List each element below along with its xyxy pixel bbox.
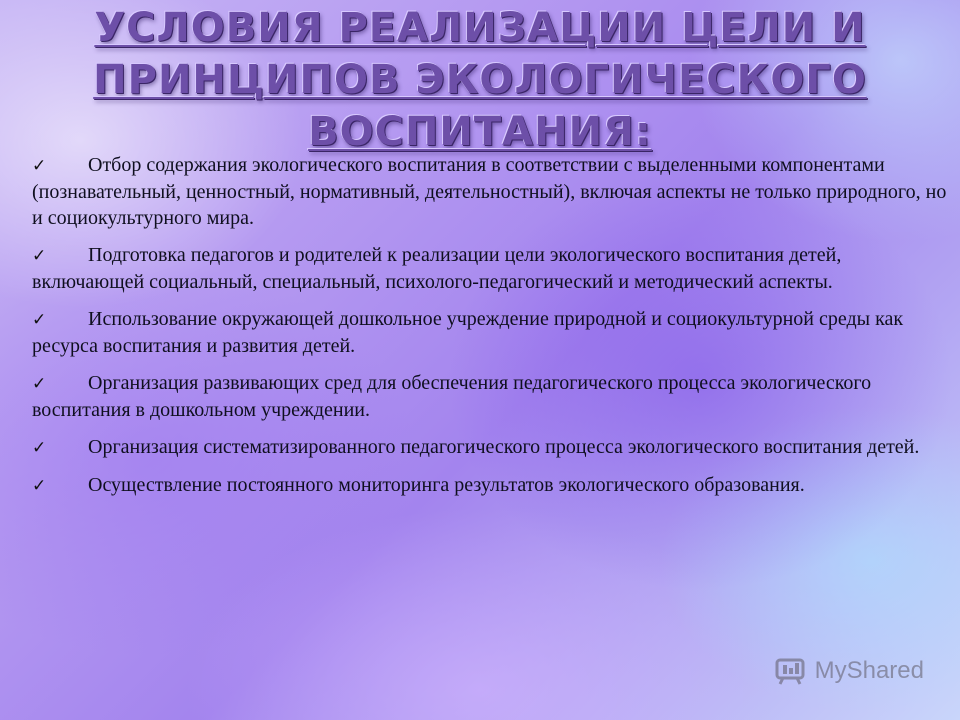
myshared-logo-icon: [775, 656, 809, 686]
checkmark-icon: ✓: [32, 476, 47, 496]
list-item: [32, 152, 950, 231]
list-item: [32, 434, 950, 461]
slide-title: УСЛОВИЯ РЕАЛИЗАЦИИ ЦЕЛИ И ПРИНЦИПОВ ЭКОЛОГИЧЕСКОГО ВОСПИТАНИЯ:: [93, 5, 867, 155]
list-item: [32, 242, 950, 295]
checkmark-icon: ✓: [32, 246, 47, 266]
checkmark-icon: ✓: [32, 156, 47, 176]
list-item-text: Осуществление постоянного мониторинга результатов экологического образования.: [88, 474, 805, 496]
list-item-text: Подготовка педагогов и родителей к реализации цели экологического воспитания детей, включающей социальный, специальный, психолого-педагогический и методический аспекты.: [32, 244, 842, 293]
conditions-list: [32, 152, 950, 510]
list-item-text: Использование окружающей дошкольное учреждение природной и социокультурной среды как ресурса воспитания и развития детей.: [32, 308, 904, 357]
list-item-text: Организация систематизированного педагогического процесса экологического воспитания детей.: [88, 436, 920, 458]
list-item-text: Организация развивающих сред для обеспечения педагогического процесса экологического воспитания в дошкольном учреждении.: [32, 372, 872, 421]
myshared-watermark: [775, 656, 924, 686]
checkmark-icon: ✓: [32, 374, 47, 394]
list-item-text: Отбор содержания экологического воспитания в соответствии с выделенными компонентами (познавательный, ценностный, нормативный, деятельностный), включая аспекты не только природного, но и социокультурного мира.: [32, 154, 947, 229]
checkmark-icon: ✓: [32, 310, 47, 330]
watermark-text: MyShared: [814, 657, 924, 684]
list-item: [32, 370, 950, 423]
list-item: [32, 306, 950, 359]
list-item: [32, 472, 950, 499]
checkmark-icon: ✓: [32, 438, 47, 458]
